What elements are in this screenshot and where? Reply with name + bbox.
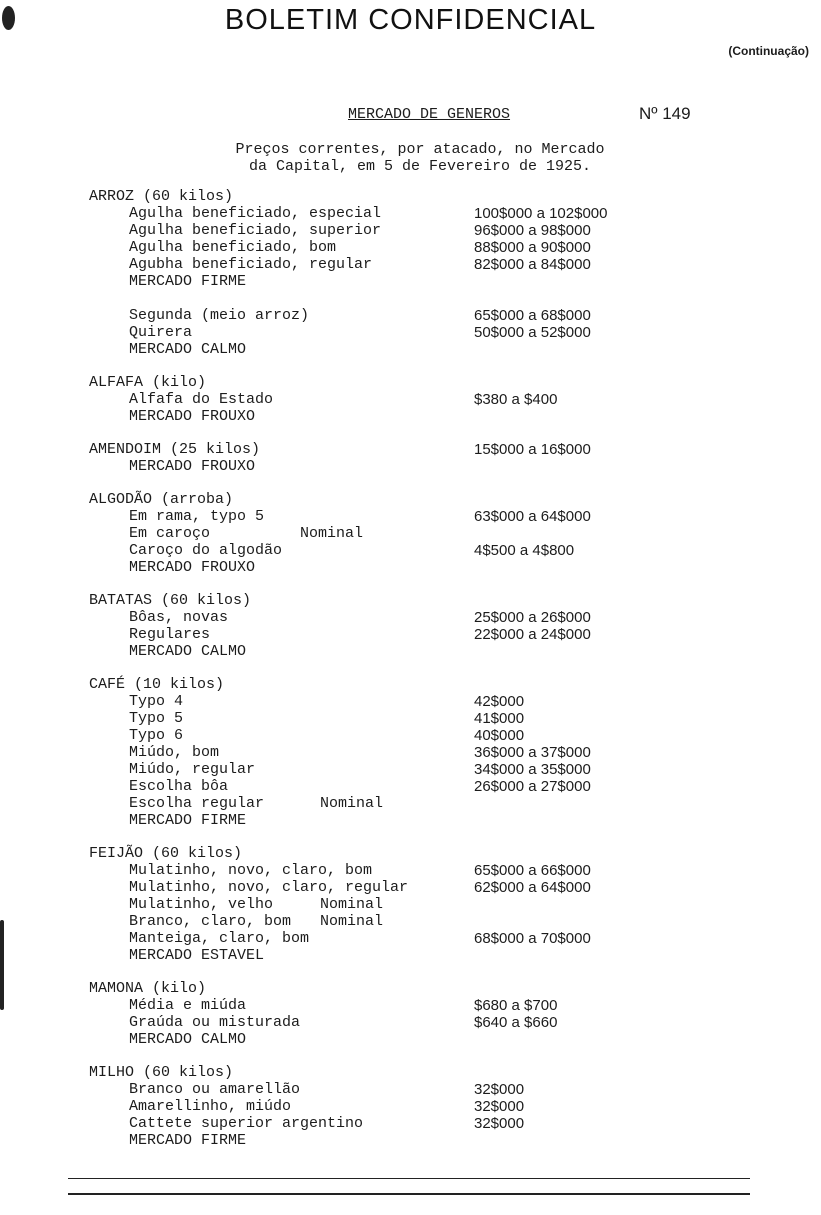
- item-price: 62$000 a 64$000: [474, 879, 591, 896]
- price-row: [0, 710, 821, 727]
- item-price: 34$000 a 35$000: [474, 761, 591, 778]
- item-name: Branco ou amarellão: [129, 1081, 301, 1098]
- block-spacer: [0, 425, 821, 441]
- item-price: 32$000: [474, 1081, 525, 1098]
- price-row: [0, 879, 821, 896]
- item-price: 26$000 a 27$000: [474, 778, 591, 795]
- commodity-name: FEIJÃO (60 kilos): [89, 845, 243, 862]
- price-row: [0, 205, 821, 222]
- price-row: [0, 324, 821, 341]
- item-name: Miúdo, regular: [129, 761, 256, 778]
- block-spacer: [0, 576, 821, 592]
- continued-note: (Continuação): [728, 44, 809, 58]
- commodity-heading: [0, 374, 821, 391]
- market-status: MERCADO FIRME: [129, 273, 247, 290]
- price-row: [0, 727, 821, 744]
- commodity-name: ARROZ (60 kilos): [89, 188, 234, 205]
- block-spacer: [0, 475, 821, 491]
- commodity-block: [0, 188, 821, 290]
- item-name: Cattete superior argentino: [129, 1115, 364, 1132]
- commodity-heading: [0, 845, 821, 862]
- market-status: MERCADO FROUXO: [129, 559, 256, 576]
- item-name: Manteiga, claro, bom: [129, 930, 310, 947]
- item-price: 88$000 a 90$000: [474, 239, 591, 256]
- block-spacer: [0, 290, 821, 307]
- item-name: Mulatinho, novo, claro, regular: [129, 879, 409, 896]
- market-status: MERCADO FIRME: [129, 812, 247, 829]
- commodity-heading: [0, 592, 821, 609]
- intro-line-2: da Capital, em 5 de Fevereiro de 1925.: [248, 158, 592, 175]
- item-name: Alfafa do Estado: [129, 391, 274, 408]
- item-price: 65$000 a 68$000: [474, 307, 591, 324]
- block-spacer: [0, 358, 821, 374]
- price-row: [0, 778, 821, 795]
- price-row: [0, 997, 821, 1014]
- item-name: Caroço do algodão: [129, 542, 283, 559]
- price-row: [0, 1081, 821, 1098]
- scan-speck: [2, 6, 15, 30]
- price-row: [0, 391, 821, 408]
- item-price: $640 a $660: [474, 1014, 558, 1031]
- commodity-name: ALGODÃO (arroba): [89, 491, 234, 508]
- commodity-name: BATATAS (60 kilos): [89, 592, 252, 609]
- item-note: Nominal: [300, 525, 364, 542]
- item-name: Agulha beneficiado, especial: [129, 205, 382, 222]
- item-price: 32$000: [474, 1098, 525, 1115]
- item-name: Graúda ou misturada: [129, 1014, 301, 1031]
- item-price: 41$000: [474, 710, 525, 727]
- item-name: Quirera: [129, 324, 193, 341]
- item-name: Segunda (meio arroz): [129, 307, 310, 324]
- commodity-heading: [0, 980, 821, 997]
- item-name: Agulha beneficiado, superior: [129, 222, 382, 239]
- item-name: Bôas, novas: [129, 609, 229, 626]
- commodity-block: [0, 491, 821, 576]
- item-name: Agubha beneficiado, regular: [129, 256, 373, 273]
- item-price: 63$000 a 64$000: [474, 508, 591, 525]
- market-status: MERCADO CALMO: [129, 1031, 247, 1048]
- intro-line-1: Preços correntes, por atacado, no Mercado: [235, 141, 605, 158]
- item-name: Regulares: [129, 626, 211, 643]
- price-row: [0, 896, 821, 913]
- scan-edge-mark: [0, 920, 4, 1010]
- item-name: Mulatinho, velho: [129, 896, 274, 913]
- item-note: Nominal: [320, 896, 384, 913]
- price-row: [0, 744, 821, 761]
- item-price: 65$000 a 66$000: [474, 862, 591, 879]
- commodity-heading: [0, 188, 821, 205]
- price-row: [0, 1014, 821, 1031]
- bulletin-title: BOLETIM CONFIDENCIAL: [224, 4, 597, 36]
- price-row: [0, 222, 821, 239]
- item-price: $380 a $400: [474, 391, 558, 408]
- item-price: 36$000 a 37$000: [474, 744, 591, 761]
- commodity-block: [0, 307, 821, 358]
- item-name: Agulha beneficiado, bom: [129, 239, 337, 256]
- commodity-block: [0, 845, 821, 964]
- bulletin-number: Nº 149: [639, 104, 691, 123]
- item-price: 50$000 a 52$000: [474, 324, 591, 341]
- item-name: Escolha regular: [129, 795, 265, 812]
- item-price: $680 a $700: [474, 997, 558, 1014]
- price-row: [0, 542, 821, 559]
- commodity-block: [0, 1064, 821, 1149]
- price-row: [0, 239, 821, 256]
- market-status: MERCADO FIRME: [129, 1132, 247, 1149]
- commodity-block: [0, 592, 821, 660]
- commodity-heading: [0, 1064, 821, 1081]
- price-row: [0, 508, 821, 525]
- market-status: MERCADO FROUXO: [129, 408, 256, 425]
- item-name: Mulatinho, novo, claro, bom: [129, 862, 373, 879]
- commodity-name: MAMONA (kilo): [89, 980, 207, 997]
- market-status: MERCADO ESTAVEL: [129, 947, 265, 964]
- price-row: [0, 761, 821, 778]
- market-status: MERCADO CALMO: [129, 341, 247, 358]
- commodity-name: MILHO (60 kilos): [89, 1064, 234, 1081]
- block-spacer: [0, 1048, 821, 1064]
- item-price: 4$500 a 4$800: [474, 542, 575, 559]
- item-price: 96$000 a 98$000: [474, 222, 591, 239]
- item-note: Nominal: [320, 913, 384, 930]
- price-row: [0, 525, 821, 542]
- item-note: Nominal: [320, 795, 384, 812]
- commodity-heading: [0, 491, 821, 508]
- item-name: Escolha bôa: [129, 778, 229, 795]
- item-name: Amarellinho, miúdo: [129, 1098, 292, 1115]
- item-name: Média e miúda: [129, 997, 247, 1014]
- price-row: [0, 862, 821, 879]
- item-price: 22$000 a 24$000: [474, 626, 591, 643]
- commodity-block: [0, 374, 821, 425]
- item-name: Branco, claro, bom: [129, 913, 292, 930]
- price-row: [0, 1098, 821, 1115]
- commodity-name: ALFAFA (kilo): [89, 374, 207, 391]
- footer-rule-top: [68, 1178, 750, 1179]
- commodity-name: AMENDOIM (25 kilos): [89, 441, 261, 458]
- market-status: MERCADO CALMO: [129, 643, 247, 660]
- commodity-block: [0, 441, 821, 475]
- market-status: MERCADO FROUXO: [129, 458, 256, 475]
- item-price: 82$000 a 84$000: [474, 256, 591, 273]
- item-price: 25$000 a 26$000: [474, 609, 591, 626]
- commodity-heading: [0, 676, 821, 693]
- item-name: Typo 5: [129, 710, 184, 727]
- item-name: Typo 6: [129, 727, 184, 744]
- price-row: [0, 930, 821, 947]
- price-row: [0, 307, 821, 324]
- item-name: Em rama, typo 5: [129, 508, 265, 525]
- price-row: [0, 795, 821, 812]
- block-spacer: [0, 829, 821, 845]
- commodity-name: CAFÉ (10 kilos): [89, 676, 225, 693]
- item-name: Em caroço: [129, 525, 211, 542]
- commodity-heading: [0, 441, 821, 458]
- price-list: [0, 188, 821, 1149]
- price-row: [0, 693, 821, 710]
- item-price: 40$000: [474, 727, 525, 744]
- commodity-block: [0, 980, 821, 1048]
- item-name: Miúdo, bom: [129, 744, 220, 761]
- commodity-price: 15$000 a 16$000: [474, 441, 591, 458]
- item-price: 100$000 a 102$000: [474, 205, 608, 222]
- block-spacer: [0, 660, 821, 676]
- price-row: [0, 609, 821, 626]
- price-row: [0, 1115, 821, 1132]
- item-name: Typo 4: [129, 693, 184, 710]
- price-row: [0, 913, 821, 930]
- item-price: 32$000: [474, 1115, 525, 1132]
- price-row: [0, 256, 821, 273]
- item-price: 68$000 a 70$000: [474, 930, 591, 947]
- item-price: 42$000: [474, 693, 525, 710]
- commodity-block: [0, 676, 821, 829]
- intro-text: [190, 141, 650, 175]
- section-title: MERCADO DE GENEROS: [348, 106, 511, 123]
- footer-rule-bottom: [68, 1193, 750, 1195]
- price-row: [0, 626, 821, 643]
- block-spacer: [0, 964, 821, 980]
